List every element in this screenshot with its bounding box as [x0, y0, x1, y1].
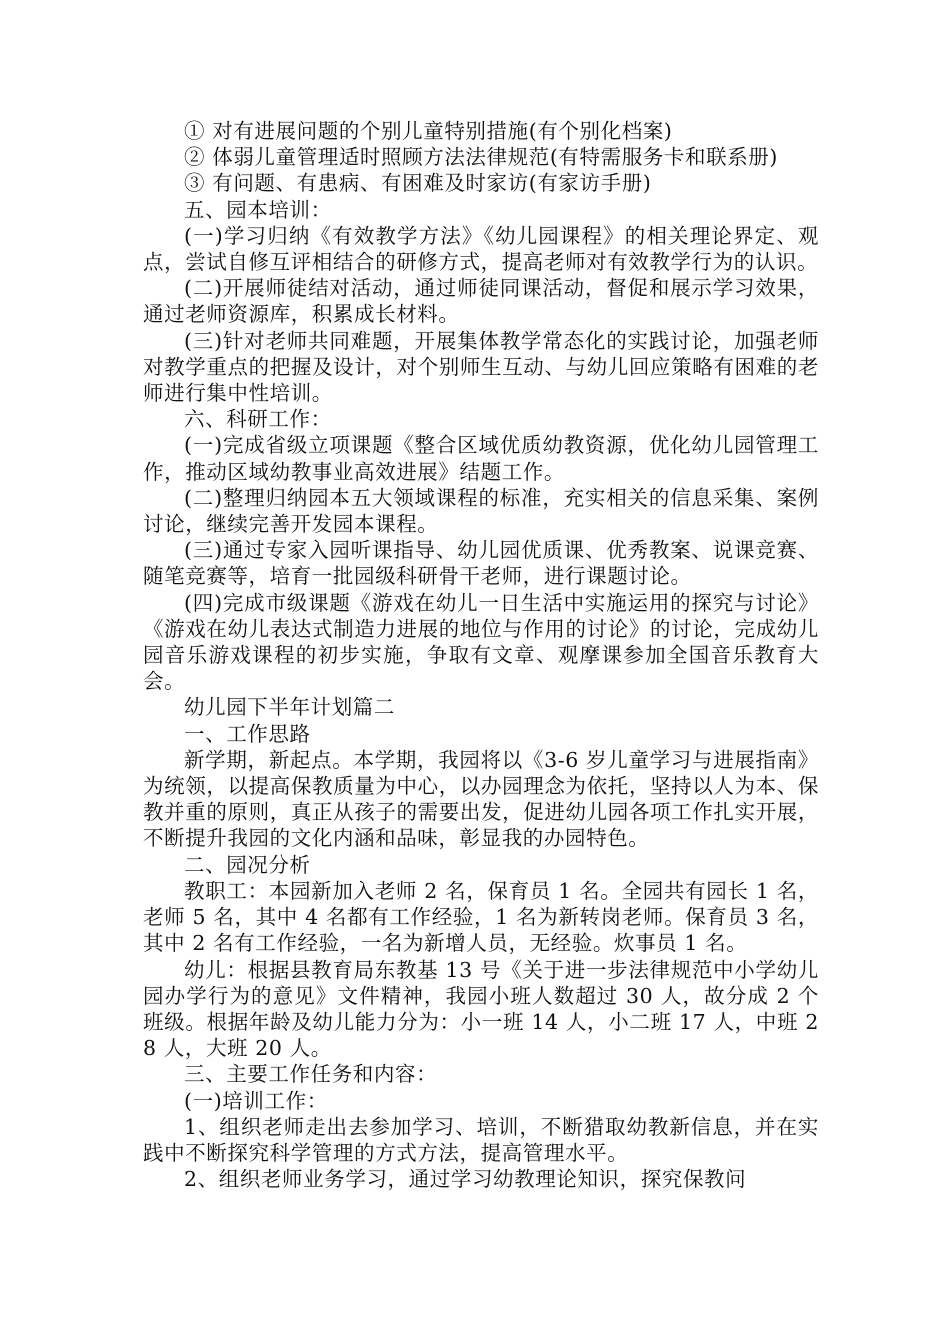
paragraph-training-3: (三)针对老师共同难题，开展集体教学常态化的实践讨论，加强老师对教学重点的把握及设计，对个别师生互动、与幼儿回应策略有困难的老师进行集中性培训。: [143, 328, 819, 406]
heading-school-training: 五、园本培训：: [184, 197, 332, 222]
paragraph-task-2: 2、组织老师业务学习，通过学习幼教理论知识，探究保教问: [184, 1167, 747, 1192]
heading-training-work: (一)培训工作：: [184, 1088, 328, 1113]
paragraph-staff: 教职工：本园新加入老师 2 名，保育员 1 名。全园共有园长 1 名，老师 5 名，其中 4 名都有工作经验，1 名为新转岗老师。保育员 3 名，其中 2 名有工作经验，一名为新增人员，无经验。炊事员 1 名。: [143, 878, 819, 956]
paragraph-weak-children-care: ② 体弱儿童管理适时照顾方法法律规范(有特需服务卡和联系册): [184, 145, 779, 170]
heading-work-ideas: 一、工作思路: [184, 721, 311, 746]
paragraph-research-3: (三)通过专家入园听课指导、幼儿园优质课、优秀教案、说课竞赛、随笔竞赛等，培育一批园级科研骨干老师，进行课题讨论。: [143, 538, 819, 589]
paragraph-research-2: (二)整理归纳园本五大领域课程的标准，充实相关的信息采集、案例讨论，继续完善开发园本课程。: [143, 485, 819, 537]
paragraph-children: 幼儿：根据县教育局东教基 13 号《关于进一步法律规范中小学幼儿园办学行为的意见》文件精神，我园小班人数超过 30 人，故分成 2 个班级。根据年龄及幼儿能力分为：小一班 14 人，小二班 17 人，中班 28 人，大班 20 人。: [143, 957, 819, 1061]
paragraph-training-2: (二)开展师徒结对活动，通过师徒同课活动，督促和展示学习效果，通过老师资源库，积累成长材料。: [143, 276, 819, 327]
paragraph-home-visits: ③ 有问题、有患病、有困难及时家访(有家访手册): [184, 171, 652, 196]
paragraph-research-4: (四)完成市级课题《游戏在幼儿一日生活中实施运用的探究与讨论》《游戏在幼儿表达式制造力进展的地位与作用的讨论》的讨论，完成幼儿园音乐游戏课程的初步实施，争取有文章、观摩课参加全国音乐教育大会。: [143, 590, 819, 694]
paragraph-special-measures: ① 对有进展问题的个别儿童特别措施(有个别化档案): [184, 119, 673, 143]
paragraph-work-ideas: 新学期，新起点。本学期，我园将以《3-6 岁儿童学习与进展指南》为统领，以提高保教质量为中心，以办园理念为依托，坚持以人为本、保教并重的原则，真正从孩子的需要出发，促进幼儿园各项工作扎实开展，不断提升我园的文化内涵和品味，彰显我的办园特色。: [143, 747, 819, 851]
heading-main-tasks: 三、主要工作任务和内容：: [184, 1062, 438, 1087]
section-title-part-two: 幼儿园下半年计划篇二: [184, 695, 395, 720]
paragraph-task-1: 1、组织老师走出去参加学习、培训，不断猎取幼教新信息，并在实践中不断探究科学管理的方式方法，提高管理水平。: [143, 1114, 819, 1165]
heading-situation-analysis: 二、园况分析: [184, 852, 311, 877]
paragraph-training-1: (一)学习归纳《有效教学方法》《幼儿园课程》的相关理论界定、观点，尝试自修互评相结合的研修方式，提高老师对有效教学行为的认识。: [143, 223, 819, 275]
paragraph-research-1: (一)完成省级立项课题《整合区域优质幼教资源，优化幼儿园管理工作，推动区域幼教事业高效进展》结题工作。: [143, 433, 819, 484]
heading-research-work: 六、科研工作：: [184, 407, 332, 432]
document-body: [143, 118, 819, 1192]
